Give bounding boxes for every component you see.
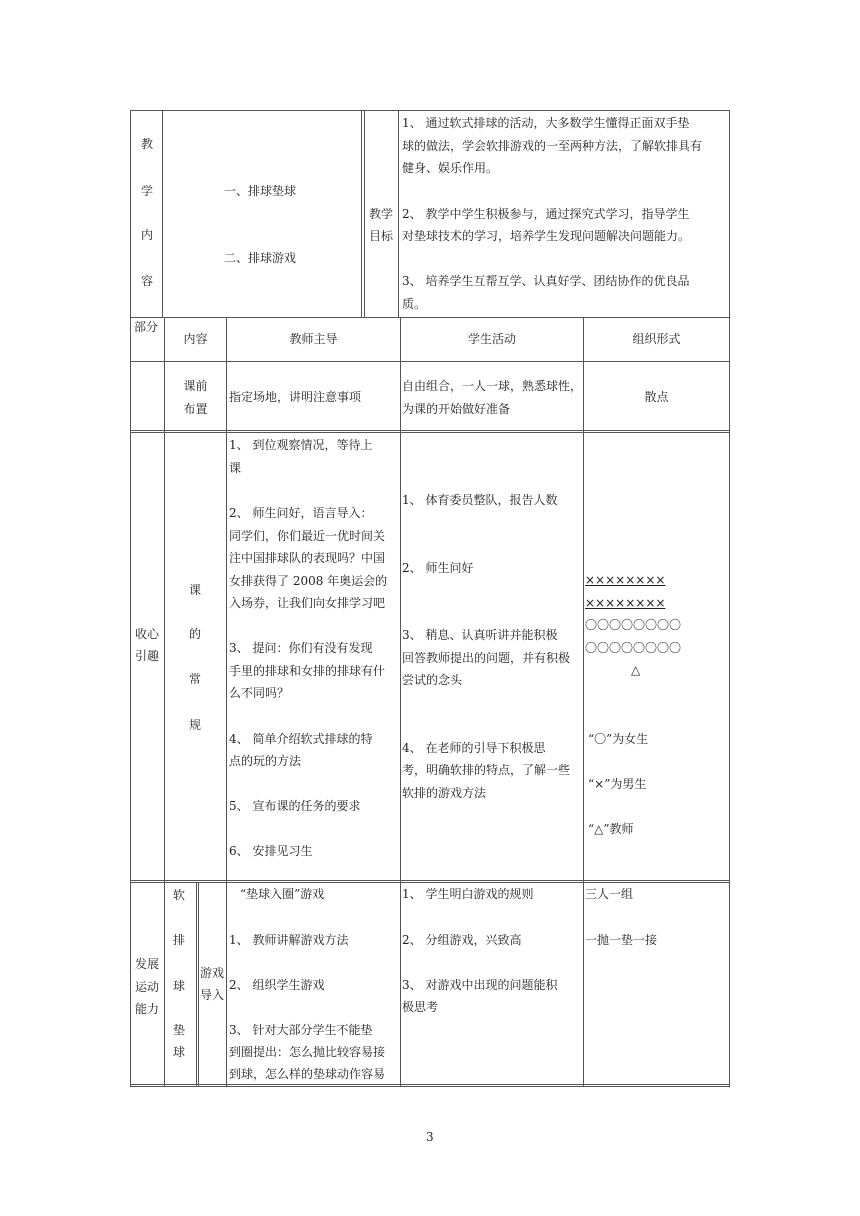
goal-line: 2、 教学中学生积极参与，通过探究式学习，指导学生 (402, 207, 690, 221)
row1-content-divider-b (364, 110, 365, 317)
content-item-volley-game: 二、排球游戏 (224, 251, 297, 265)
formation-girls-row: 〇〇〇〇〇〇〇〇 (585, 618, 682, 632)
routine-teacher-line: 手里的排球和女排的排球有什 (229, 664, 386, 678)
routine-student-line: 1、 体育委员整队，报告人数 (402, 493, 558, 507)
sub-content-divider-a (196, 882, 197, 1087)
develop-student-line: 2、 分组游戏，兴致高 (402, 933, 522, 947)
routine-teacher-line: 同学们，你们最近一优时间关 (229, 529, 386, 543)
routine-teacher-line: 注中国排球队的表现吗？中国 (229, 551, 386, 565)
goal-label-line: 目标 (369, 229, 394, 243)
label-char: 容 (141, 274, 154, 288)
develop-content-char: 垫 (173, 1023, 186, 1037)
routine-teacher-line: 么不同吗？ (229, 686, 290, 700)
preclass-bottom-border (130, 430, 730, 433)
legend-teacher: “△”教师 (588, 822, 634, 836)
routine-teacher-line: 4、 简单介绍软式排球的特 (229, 732, 373, 746)
header-teacher: 教师主导 (289, 332, 338, 346)
routine-teacher-line: 点的玩的方法 (229, 754, 302, 768)
goal-line: 对垫球技术的学习，培养学生发现问题解决问题能力。 (402, 229, 691, 243)
develop-sub-line: 游戏 (200, 966, 225, 980)
routine-bottom-border (130, 880, 730, 883)
develop-part-line: 发展 (135, 957, 160, 971)
col-part-divider (164, 317, 165, 1087)
preclass-teacher: 指定场地，讲明注意事项 (229, 390, 362, 404)
routine-teacher-line: 女排获得了 2008 年奥运会的 (229, 574, 388, 588)
develop-student-line: 3、 对游戏中出现的问题能积 (402, 978, 558, 992)
preclass-content-line: 课前 (183, 379, 208, 393)
row1-goal-divider (398, 110, 399, 317)
label-char: 内 (141, 228, 154, 242)
goal-line: 1、 通过软式排球的活动，大多数学生懂得正面双手垫 (402, 116, 690, 130)
routine-student-line: 考，明确软排的特点，了解一些 (402, 763, 571, 777)
preclass-content-line: 布置 (183, 402, 208, 416)
routine-teacher-line: 5、 宣布课的任务的要求 (229, 799, 361, 813)
routine-teacher-line: 6、 安排见习生 (229, 844, 313, 858)
develop-teacher-line: 1、 教师讲解游戏方法 (229, 933, 349, 947)
preclass-student-line: 为课的开始做好准备 (402, 402, 511, 416)
formation-girls-row: 〇〇〇〇〇〇〇〇 (585, 641, 682, 655)
develop-teacher-line: “垫球入圈”游戏 (240, 887, 325, 901)
formation-boys-row: ×××××××× (585, 596, 666, 610)
goal-line: 3、 培养学生互帮互学、认真好学、团结协作的优良品 (402, 274, 690, 288)
develop-part-line: 能力 (135, 1002, 160, 1016)
routine-student-line: 回答教师提出的问题，并有积极 (402, 651, 571, 665)
table-top-border (130, 110, 730, 111)
legend-boys: “×”为男生 (588, 777, 647, 791)
row1-label-divider (162, 110, 163, 317)
develop-content-char: 球 (173, 1045, 186, 1059)
routine-student-line: 2、 师生问好 (402, 561, 474, 575)
table-left-border (130, 110, 131, 1087)
develop-sub-line: 导入 (200, 988, 225, 1002)
routine-teacher-line: 2、 师生问好，语言导入： (229, 506, 373, 520)
routine-part-line: 引趣 (135, 649, 160, 663)
develop-content-char: 球 (173, 979, 186, 993)
routine-student-line: 3、 稍息、认真听讲并能积极 (402, 628, 558, 642)
header-org: 组织形式 (632, 332, 681, 346)
routine-content-char: 的 (189, 627, 202, 641)
routine-teacher-line: 入场券，让我们向女排学习吧 (229, 596, 386, 610)
routine-content-char: 课 (189, 583, 202, 597)
routine-student-line: 4、 在老师的引导下积极思 (402, 741, 546, 755)
develop-teacher-line: 2、 组织学生游戏 (229, 978, 325, 992)
header-student: 学生活动 (467, 332, 516, 346)
routine-content-char: 规 (189, 718, 202, 732)
header-content: 内容 (183, 332, 208, 346)
develop-teacher-line: 到球，怎么样的垫球动作容易 (229, 1067, 386, 1081)
develop-teacher-line: 3、 针对大部分学生不能垫 (229, 1023, 373, 1037)
formation-boys-row: ×××××××× (585, 573, 666, 587)
header-part: 部分 (134, 320, 159, 334)
header-bottom-border (130, 361, 730, 362)
col-student-divider (583, 317, 584, 1087)
table-right-border (729, 110, 730, 1087)
routine-teacher-line: 课 (229, 461, 242, 475)
goal-label-line: 教学 (369, 207, 394, 221)
label-char: 学 (141, 184, 154, 198)
label-char: 教 (141, 137, 154, 151)
row1-bottom-border (130, 317, 730, 318)
develop-org-line: 三人一组 (585, 887, 634, 901)
develop-content-char: 软 (173, 888, 186, 902)
routine-student-line: 尝试的念头 (402, 673, 463, 687)
develop-content-char: 排 (173, 933, 186, 947)
routine-teacher-line: 3、 提问：你们有没有发现 (229, 641, 373, 655)
develop-org-line: 一抛一垫一接 (585, 933, 658, 947)
goal-line: 质。 (402, 297, 427, 311)
preclass-student-line: 自由组合，一人一球，熟悉球性， (402, 379, 583, 393)
row1-content-divider-a (361, 110, 362, 317)
goal-line: 健身、娱乐作用。 (402, 161, 499, 175)
col-teacher-divider (400, 317, 401, 1087)
routine-content-char: 常 (189, 672, 202, 686)
preclass-org: 散点 (644, 390, 669, 404)
table-bottom-border (130, 1084, 730, 1087)
goal-line: 球的做法，学会软排游戏的一至两种方法，了解软排具有 (402, 139, 703, 153)
routine-teacher-line: 1、 到位观察情况，等待上 (229, 438, 373, 452)
routine-part-line: 收心 (135, 627, 160, 641)
develop-student-line: 极思考 (402, 1000, 439, 1014)
develop-student-line: 1、 学生明白游戏的规则 (402, 887, 534, 901)
routine-student-line: 软排的游戏方法 (402, 786, 487, 800)
page-number: 3 (426, 1130, 434, 1144)
develop-teacher-line: 到圈提出：怎么抛比较容易接 (229, 1045, 386, 1059)
legend-girls: “〇”为女生 (588, 732, 649, 746)
col-content-divider (226, 317, 227, 1087)
formation-teacher: △ (631, 663, 641, 677)
content-item-volley-pass: 一、排球垫球 (224, 184, 297, 198)
develop-part-line: 运动 (135, 980, 160, 994)
sub-content-divider-b (198, 882, 199, 1087)
